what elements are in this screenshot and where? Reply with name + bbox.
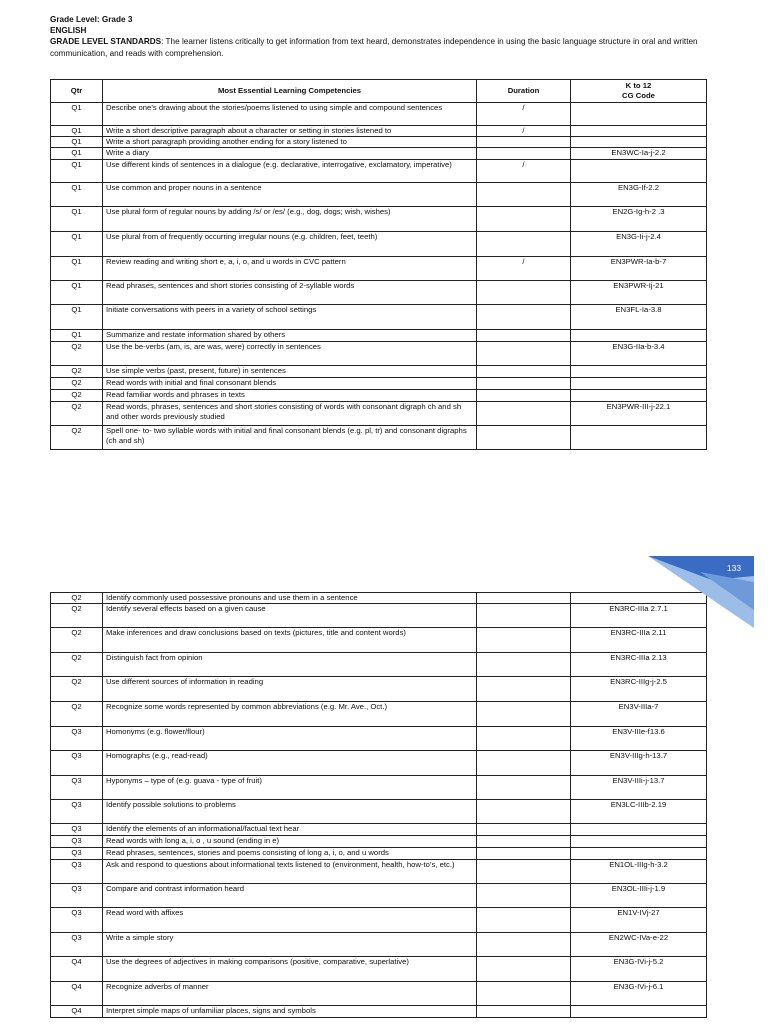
grade-level-standards [50,36,710,58]
qtr-cell: Q2 [51,426,103,450]
cg-code-cell: EN3G-If-2.2 [571,183,707,207]
cg-code-cell [571,103,707,126]
duration-cell [477,390,571,402]
competency-cell: Review reading and writing short e, a, i, o, and u words in CVC pattern [103,257,477,281]
duration-cell: / [477,257,571,281]
page-number: 133 [726,563,742,573]
table-row [51,628,707,653]
competency-cell: Use simple verbs (past, present, future) in sentences [103,366,477,378]
cg-code-cell: EN3PWR-Ia-b-7 [571,257,707,281]
cg-code-cell [571,848,707,860]
competency-cell: Hyponyms – type of (e.g. guava - type of fruit) [103,776,477,800]
table-row [51,330,707,342]
cg-code-cell: EN3G-IVi-j-5.2 [571,957,707,982]
competency-cell: Use different kinds of sentences in a dialogue (e.g. declarative, interrogative, exclamatory, imperative) [103,160,477,183]
table-row [51,908,707,933]
competency-cell: Use the be-verbs (am, is, are was, were) correctly in sentences [103,342,477,366]
qtr-cell: Q1 [51,232,103,257]
table-row [51,653,707,677]
competency-cell: Initiate conversations with peers in a variety of school settings [103,305,477,330]
competency-cell: Use the degrees of adjectives in making comparisons (positive, comparative, superlative) [103,957,477,982]
qtr-cell: Q2 [51,342,103,366]
table-row [51,366,707,378]
qtr-cell: Q4 [51,957,103,982]
cg-code-cell: EN3RC-IIIa 2.7.1 [571,604,707,628]
duration-cell [477,727,571,751]
duration-cell [477,342,571,366]
cg-code-cell: EN3G-IIa-b-3.4 [571,342,707,366]
table-row [51,957,707,982]
qtr-cell: Q1 [51,257,103,281]
duration-cell [477,604,571,628]
qtr-cell: Q3 [51,800,103,824]
duration-cell [477,677,571,702]
table-row [51,776,707,800]
cg-code-cell: EN1OL-IIIg-h-3.2 [571,860,707,884]
cg-code-cell: EN3G-Ii-j-2.4 [571,232,707,257]
competency-cell: Use different sources of information in reading [103,677,477,702]
competency-cell: Write a diary [103,148,477,160]
qtr-cell: Q1 [51,207,103,232]
cg-code-cell: EN3V-IIIa-7 [571,702,707,727]
competency-cell: Recognize some words represented by common abbreviations (e.g. Mr. Ave., Oct.) [103,702,477,727]
standards-text: : The learner listens critically to get information from text heard, demonstrates independence in using the basic language structure in oral and written communication, and reads with comprehension. [50,37,698,58]
duration-cell [477,824,571,836]
qtr-cell: Q3 [51,933,103,957]
duration-cell [477,366,571,378]
duration-cell [477,957,571,982]
cg-code-line2: CG Code [622,91,655,100]
standards-label: GRADE LEVEL STANDARDS [50,37,162,47]
table-row [51,751,707,776]
qtr-cell: Q1 [51,183,103,207]
column-header-competency: Most Essential Learning Competencies [103,80,477,103]
competency-cell: Read words with initial and final consonant blends [103,378,477,390]
competency-cell: Summarize and restate information shared by others [103,330,477,342]
duration-cell [477,653,571,677]
competency-cell: Read words with long a, i, o , u sound (ending in e) [103,836,477,848]
cg-code-cell: EN3V-IIIe-f13.6 [571,727,707,751]
qtr-cell: Q3 [51,751,103,776]
cg-code-cell [571,426,707,450]
duration-cell [477,751,571,776]
table-row [51,342,707,366]
cg-code-cell: EN3RC-IIIg-j-2.5 [571,677,707,702]
cg-code-cell: EN3RC-IIIa 2.11 [571,628,707,653]
qtr-cell: Q3 [51,836,103,848]
competency-cell: Compare and contrast information heard [103,884,477,908]
competency-cell: Write a short descriptive paragraph about a character or setting in stories listened to [103,126,477,137]
qtr-cell: Q2 [51,702,103,727]
table-row [51,390,707,402]
competency-cell: Use plural form of regular nouns by adding /s/ or /es/ (e.g., dog, dogs; wish, wishes) [103,207,477,232]
subject-title: ENGLISH [50,26,87,36]
duration-cell [477,232,571,257]
competency-cell: Describe one’s drawing about the stories/poems listened to using simple and compound sentences [103,103,477,126]
competency-cell: Ask and respond to questions about informational texts listened to (environment, health, how-to’s, etc.) [103,860,477,884]
cg-code-cell: EN3RC-IIIa 2.13 [571,653,707,677]
cg-code-cell [571,330,707,342]
duration-cell [477,378,571,390]
qtr-cell: Q3 [51,727,103,751]
qtr-cell: Q2 [51,604,103,628]
grade-level: Grade Level: Grade 3 [50,15,133,24]
duration-cell [477,281,571,305]
qtr-cell: Q3 [51,776,103,800]
table-row [51,593,707,604]
duration-cell [477,148,571,160]
competency-cell: Homonyms (e.g. flower/flour) [103,727,477,751]
competency-cell: Distinguish fact from opinion [103,653,477,677]
qtr-cell: Q1 [51,103,103,126]
competency-cell: Identify commonly used possessive pronouns and use them in a sentence [103,593,477,604]
competency-cell: Read words, phrases, sentences and short stories consisting of words with consonant digraph ch and sh and other words previously studied [103,402,477,426]
competency-cell: Use common and proper nouns in a sentence [103,183,477,207]
qtr-cell: Q4 [51,982,103,1006]
cg-code-cell: EN2WC-IVa-e-22 [571,933,707,957]
duration-cell [477,836,571,848]
table-row [51,402,707,426]
competency-cell: Write a simple story [103,933,477,957]
qtr-cell: Q1 [51,160,103,183]
table-row [51,148,707,160]
table-row [51,824,707,836]
column-header-qtr: Qtr [51,80,103,103]
table-row [51,305,707,330]
competency-cell: Read familiar words and phrases in texts [103,390,477,402]
cg-code-cell: EN3PWR-Ij-21 [571,281,707,305]
table-row [51,702,707,727]
cg-code-cell: EN2G-Ig-h-2 .3 [571,207,707,232]
duration-cell [477,426,571,450]
cg-code-cell: EN3WC-Ia-j-2.2 [571,148,707,160]
competency-cell: Spell one- to- two syllable words with initial and final consonant blends (e.g. pl, tr) and consonant digraphs (ch and sh) [103,426,477,450]
competency-cell: Write a short paragraph providing another ending for a story listened to [103,137,477,148]
competencies-table-bottom [50,592,707,1018]
competency-cell: Identify the elements of an informational/factual text hear [103,824,477,836]
cg-code-cell: EN3LC-IIIb-2.19 [571,800,707,824]
qtr-cell: Q2 [51,628,103,653]
table-row [51,378,707,390]
cg-code-cell [571,824,707,836]
duration-cell [477,860,571,884]
qtr-cell: Q3 [51,848,103,860]
duration-cell [477,908,571,933]
cg-code-cell: EN3OL-IIIi-j-1.9 [571,884,707,908]
table-row [51,727,707,751]
competencies-table-top [50,79,707,450]
qtr-cell: Q2 [51,653,103,677]
duration-cell [477,628,571,653]
table-row [51,207,707,232]
cg-code-cell: EN3PWR-III-j-22.1 [571,402,707,426]
qtr-cell: Q1 [51,137,103,148]
duration-cell [477,776,571,800]
cg-code-cell [571,378,707,390]
cg-code-cell [571,390,707,402]
competency-cell: Homographs (e.g., read-read) [103,751,477,776]
duration-cell [477,593,571,604]
duration-cell [477,702,571,727]
cg-code-cell [571,126,707,137]
duration-cell [477,305,571,330]
table-row [51,933,707,957]
table-row [51,281,707,305]
competency-cell: Read phrases, sentences and short stories consisting of 2-syllable words [103,281,477,305]
table-header-row [51,80,707,103]
table-row [51,604,707,628]
competency-cell: Read phrases, sentences, stories and poems consisting of long a, i, o, and u words [103,848,477,860]
cg-code-cell [571,160,707,183]
table-row [51,426,707,450]
duration-cell [477,848,571,860]
table-row [51,860,707,884]
table-row [51,137,707,148]
competency-cell: Interpret simple maps of unfamiliar places, signs and symbols [103,1006,477,1018]
qtr-cell: Q2 [51,402,103,426]
table-row [51,848,707,860]
qtr-cell: Q3 [51,860,103,884]
duration-cell [477,800,571,824]
qtr-cell: Q2 [51,390,103,402]
competency-cell: Recognize adverbs of manner [103,982,477,1006]
qtr-cell: Q2 [51,378,103,390]
table-row [51,103,707,126]
cg-code-cell: EN3V-IIIi-j-13.7 [571,776,707,800]
table-row [51,183,707,207]
table-row [51,884,707,908]
qtr-cell: Q3 [51,908,103,933]
table-row [51,232,707,257]
competency-cell: Identify possible solutions to problems [103,800,477,824]
table-row [51,800,707,824]
duration-cell [477,207,571,232]
cg-code-cell: EN3FL-Ia-3.8 [571,305,707,330]
qtr-cell: Q2 [51,366,103,378]
cg-code-cell: EN3V-IIIg-h-13.7 [571,751,707,776]
cg-code-cell: EN3G-IVi-j-6.1 [571,982,707,1006]
qtr-cell: Q3 [51,824,103,836]
cg-code-cell [571,1006,707,1018]
duration-cell: / [477,103,571,126]
duration-cell [477,330,571,342]
qtr-cell: Q3 [51,884,103,908]
table-row [51,677,707,702]
competency-cell: Make inferences and draw conclusions based on texts (pictures, title and content words) [103,628,477,653]
qtr-cell: Q1 [51,148,103,160]
table-row [51,836,707,848]
qtr-cell: Q2 [51,677,103,702]
competency-cell: Identify several effects based on a given cause [103,604,477,628]
table-row [51,126,707,137]
duration-cell [477,884,571,908]
table-row [51,257,707,281]
column-header-cg-code [571,80,707,103]
duration-cell [477,137,571,148]
duration-cell: / [477,126,571,137]
document-header [50,14,710,59]
competency-cell: Read word with affixes [103,908,477,933]
competency-cell: Use plural from of frequently occurring irregular nouns (e.g. children, feet, teeth) [103,232,477,257]
cg-code-cell [571,137,707,148]
duration-cell [477,402,571,426]
duration-cell [477,933,571,957]
qtr-cell: Q1 [51,126,103,137]
qtr-cell: Q1 [51,305,103,330]
table-row [51,160,707,183]
qtr-cell: Q4 [51,1006,103,1018]
qtr-cell: Q1 [51,330,103,342]
column-header-duration: Duration [477,80,571,103]
cg-code-cell [571,836,707,848]
qtr-cell: Q2 [51,593,103,604]
duration-cell [477,1006,571,1018]
cg-code-line1: K to 12 [625,81,652,91]
duration-cell [477,183,571,207]
duration-cell: / [477,160,571,183]
duration-cell [477,982,571,1006]
table-row [51,982,707,1006]
qtr-cell: Q1 [51,281,103,305]
table-row [51,1006,707,1018]
cg-code-cell [571,366,707,378]
cg-code-cell: EN1V-IVj-27 [571,908,707,933]
